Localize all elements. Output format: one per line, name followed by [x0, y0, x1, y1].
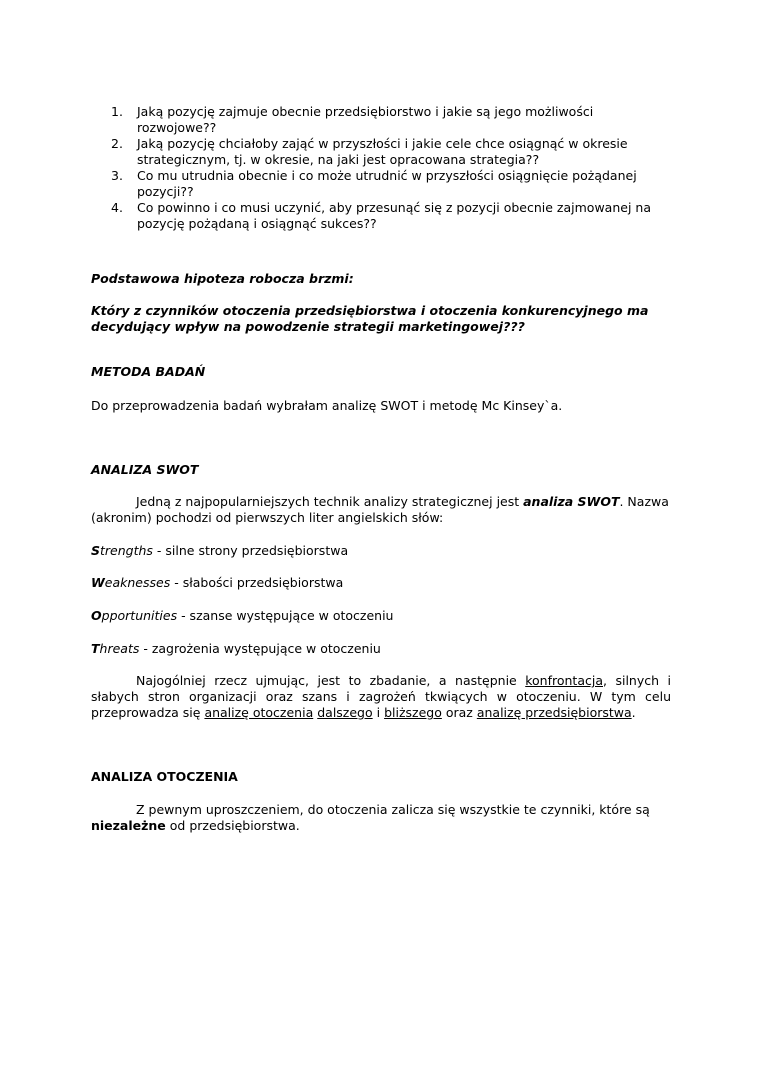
link-analiza-otoczenia[interactable]: analizę otoczenia — [204, 705, 314, 720]
list-item: 1. Jaką pozycję zajmuje obecnie przedsiębiorstwo i jakie są jego możliwości rozwojowe?? — [111, 104, 594, 135]
list-item: 4. Co powinno i co musi uczynić, aby przesunąć się z pozycji obecnie zajmowanej na pozycję pożądaną i osiągnąć sukces?? — [111, 200, 651, 231]
question-text: Jaką pozycję zajmuje obecnie przedsiębiorstwo i jakie są jego możliwości rozwojowe?? — [137, 104, 594, 135]
environment-heading: ANALIZA OTOCZENIA — [91, 769, 238, 784]
hypothesis-text: Który z czynników otoczenia przedsiębiorstwa i otoczenia konkurencyjnego ma decydujący wpływ na powodzenie strategii marketingowej??? — [91, 303, 649, 334]
emphasis-niezalezne: niezależne — [91, 818, 166, 833]
swot-summary: Najogólniej rzecz ujmując, jest to zbadanie, a następnie konfrontacja, silnych i słabych stron organizacji oraz szans i zagrożeń tkwiących w otoczeniu. W tym celu przeprowadza się analizę otoczenia dalszego i bliższego oraz analizę przedsiębiorstwa. — [91, 673, 671, 720]
research-questions-list — [91, 104, 671, 232]
swot-item-threats: Threats - zagrożenia występujące w otoczeniu — [91, 641, 381, 656]
link-konfrontacja[interactable]: konfrontacja — [525, 673, 603, 688]
swot-heading: ANALIZA SWOT — [91, 462, 199, 477]
swot-term: analiza SWOT — [523, 494, 620, 509]
swot-item-strengths: Strengths - silne strony przedsiębiorstwa — [91, 543, 349, 558]
method-text: Do przeprowadzenia badań wybrałam analizę SWOT i metodę Mc Kinsey`a. — [91, 398, 563, 413]
hypothesis-heading: Podstawowa hipoteza robocza brzmi: — [91, 271, 354, 286]
link-dalszego[interactable]: dalszego — [317, 705, 373, 720]
method-heading: METODA BADAŃ — [91, 364, 206, 379]
question-text: Co mu utrudnia obecnie i co może utrudnić w przyszłości osiągnięcie pożądanej pozycji?? — [137, 168, 637, 199]
link-blizszego[interactable]: bliższego — [384, 705, 442, 720]
list-item: 3. Co mu utrudnia obecnie i co może utrudnić w przyszłości osiągnięcie pożądanej pozycji?? — [111, 168, 637, 199]
question-text: Co powinno i co musi uczynić, aby przesunąć się z pozycji obecnie zajmowanej na pozycję pożądaną i osiągnąć sukces?? — [137, 200, 651, 231]
swot-item-weaknesses: Weaknesses - słabości przedsiębiorstwa — [91, 575, 344, 590]
environment-text: Z pewnym uproszczeniem, do otoczenia zalicza się wszystkie te czynniki, które są niezależne od przedsiębiorstwa. — [91, 802, 650, 833]
link-analiza-przedsiebiorstwa[interactable]: analizę przedsiębiorstwa — [476, 705, 632, 720]
question-text: Jaką pozycję chciałoby zająć w przyszłości i jakie cele chce osiągnąć w okresie strategicznym, tj. w okresie, na jaki jest opracowana strategia?? — [137, 136, 628, 167]
swot-item-opportunities: Opportunities - szanse występujące w otoczeniu — [91, 608, 394, 623]
list-item: 2. Jaką pozycję chciałoby zająć w przyszłości i jakie cele chce osiągnąć w okresie strategicznym, tj. w okresie, na jaki jest opracowana strategia?? — [111, 136, 628, 167]
swot-intro: Jedną z najpopularniejszych technik analizy strategicznej jest analiza SWOT. Nazwa (akronim) pochodzi od pierwszych liter angielskich słów: — [91, 494, 669, 525]
